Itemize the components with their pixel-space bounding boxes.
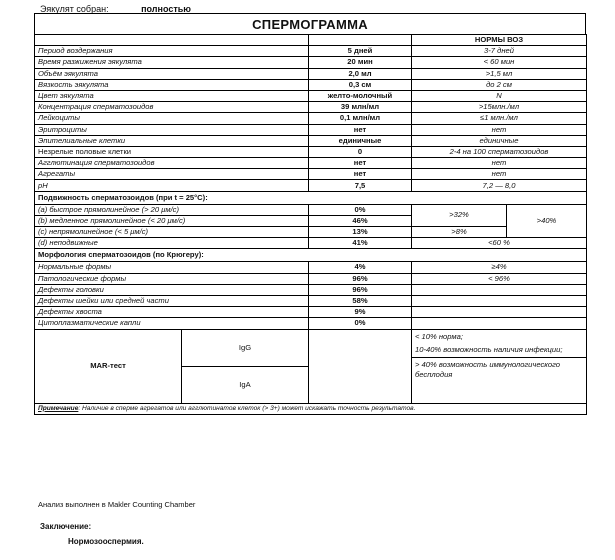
table-row	[35, 204, 587, 215]
motility-section-heading	[35, 191, 587, 204]
table-row	[35, 113, 587, 124]
param-name: pH	[35, 180, 309, 191]
table-row	[35, 307, 587, 318]
spermogram-table	[34, 34, 587, 415]
norm-value: до 2 см	[412, 79, 587, 90]
result-value: 46%	[309, 215, 412, 226]
result-value: 0%	[309, 318, 412, 329]
norm-value: < 60 мин	[412, 57, 587, 68]
norm-value-ab: >32%	[412, 204, 507, 226]
param-name: Эритроциты	[35, 124, 309, 135]
table-row	[35, 90, 587, 101]
document-title: СПЕРМОГРАММА	[34, 13, 586, 35]
param-name: (a) быстрое прямолинейное (> 20 μм/с)	[35, 204, 309, 215]
table-row	[35, 57, 587, 68]
param-name: Вязкость эякулята	[35, 79, 309, 90]
table-row	[35, 227, 587, 238]
collection-value: полностью	[141, 4, 191, 14]
result-value: 58%	[309, 295, 412, 306]
conclusion-label: Заключение:	[40, 522, 92, 531]
result-value: 0,3 см	[309, 79, 412, 90]
param-name: Лейкоциты	[35, 113, 309, 124]
result-value: 9%	[309, 307, 412, 318]
table-row	[35, 135, 587, 146]
morphology-section-heading	[35, 249, 587, 262]
result-value: 7,5	[309, 180, 412, 191]
table-row	[35, 124, 587, 135]
conclusion-value: Нормозооспермия.	[68, 537, 144, 546]
result-value: 96%	[309, 273, 412, 284]
mar-result-cell	[309, 329, 412, 403]
mar-label-subtable	[35, 330, 308, 403]
param-name: Патологические формы	[35, 273, 309, 284]
norm-value: >15млн./мл	[412, 102, 587, 113]
result-value: 0%	[309, 204, 412, 215]
analysis-method: Анализ выполнен в Makler Counting Chamber	[38, 500, 196, 509]
note-row	[35, 403, 587, 414]
mar-norm-line: > 40% возможность иммунологического бесплодия	[415, 359, 560, 379]
param-name: (c) непрямолинейное (< 5 μм/с)	[35, 227, 309, 238]
norm-value: нет	[412, 158, 587, 169]
motility-heading: Подвижность сперматозоидов (при t = 25°С):	[35, 191, 587, 204]
param-name: Концентрация сперматозоидов	[35, 102, 309, 113]
param-name: Эпителиальные клетки	[35, 135, 309, 146]
table-row	[35, 295, 587, 306]
result-value: 2,0 мл	[309, 68, 412, 79]
norm-value: 3-7 дней	[412, 46, 587, 57]
note-cell	[35, 403, 587, 414]
param-name: (d) неподвижные	[35, 238, 309, 249]
param-name: Дефекты шейки или средней части	[35, 295, 309, 306]
table-row	[35, 318, 587, 329]
result-value: 20 мин	[309, 57, 412, 68]
note-label: Примечание	[38, 404, 79, 412]
result-value: 0,1 млн/мл	[309, 113, 412, 124]
table-row	[35, 146, 587, 157]
norm-value-c: >8%	[412, 227, 507, 238]
norm-value: >1,5 мл	[412, 68, 587, 79]
param-name: Время разжижения эякулята	[35, 57, 309, 68]
table-row	[35, 68, 587, 79]
result-value: единичные	[309, 135, 412, 146]
norm-value	[412, 295, 587, 306]
norm-value: < 96%	[412, 273, 587, 284]
table-row	[35, 284, 587, 295]
table-row	[35, 273, 587, 284]
norm-value: нет	[412, 124, 587, 135]
param-name: Цитоплазматические капли	[35, 318, 309, 329]
norm-value: ≤1 млн./мл	[412, 113, 587, 124]
param-name: Дефекты хвоста	[35, 307, 309, 318]
table-row	[35, 262, 587, 273]
result-value: желто-молочный	[309, 90, 412, 101]
table-row	[35, 46, 587, 57]
table-row	[35, 169, 587, 180]
param-name: Цвет эякулята	[35, 90, 309, 101]
norm-value-d: <60 %	[412, 238, 587, 249]
norms-column-header: НОРМЫ ВОЗ	[412, 35, 587, 46]
table-row	[35, 238, 587, 249]
igg-label: IgG	[182, 330, 309, 367]
result-value: 5 дней	[309, 46, 412, 57]
norm-value	[412, 284, 587, 295]
norm-value: единичные	[412, 135, 587, 146]
norm-value: N	[412, 90, 587, 101]
result-value: 41%	[309, 238, 412, 249]
table-row	[35, 180, 587, 191]
table-row	[35, 79, 587, 90]
norm-value-abc: >40%	[507, 204, 587, 238]
result-value: 0	[309, 146, 412, 157]
mar-label-cell	[35, 329, 309, 403]
norm-value: ≥4%	[412, 262, 587, 273]
table-row	[35, 158, 587, 169]
param-name: Агглютинация сперматозоидов	[35, 158, 309, 169]
result-value: нет	[309, 169, 412, 180]
norm-value: нет	[412, 169, 587, 180]
mar-norm-cell	[412, 329, 587, 403]
mar-norm-line: 10-40% возможность наличия инфекции;	[415, 344, 563, 354]
param-name: (b) медленное прямолинейное (< 20 μм/с)	[35, 215, 309, 226]
norm-value: 7,2 — 8,0	[412, 180, 587, 191]
result-value: 4%	[309, 262, 412, 273]
result-value: 13%	[309, 227, 412, 238]
note-text: : Наличие в сперме агрегатов или агглютинатов клеток (> 3+) может искажать точность результатов.	[78, 404, 416, 412]
param-name: Дефекты головки	[35, 284, 309, 295]
param-name: Нормальные формы	[35, 262, 309, 273]
norm-value	[412, 307, 587, 318]
collection-label: Эякулят собран:	[40, 4, 109, 14]
param-name: Объём эякулята	[35, 68, 309, 79]
param-name: Период воздержания	[35, 46, 309, 57]
result-value: нет	[309, 124, 412, 135]
table-row	[35, 102, 587, 113]
morphology-heading: Морфология сперматозоидов (по Крюгеру):	[35, 249, 587, 262]
header-empty-cell	[35, 35, 309, 46]
param-name: Агрегаты	[35, 169, 309, 180]
result-value: нет	[309, 158, 412, 169]
norm-value: 2-4 на 100 сперматозоидов	[412, 146, 587, 157]
mar-test-label: MAR-тест	[35, 330, 182, 403]
param-name: Незрелые половые клетки	[35, 146, 309, 157]
result-value: 96%	[309, 284, 412, 295]
result-value: 39 млн/мл	[309, 102, 412, 113]
norm-value	[412, 318, 587, 329]
header-empty-cell	[309, 35, 412, 46]
iga-label: IgA	[239, 379, 251, 389]
mar-norm-line: < 10% норма;	[415, 331, 463, 341]
